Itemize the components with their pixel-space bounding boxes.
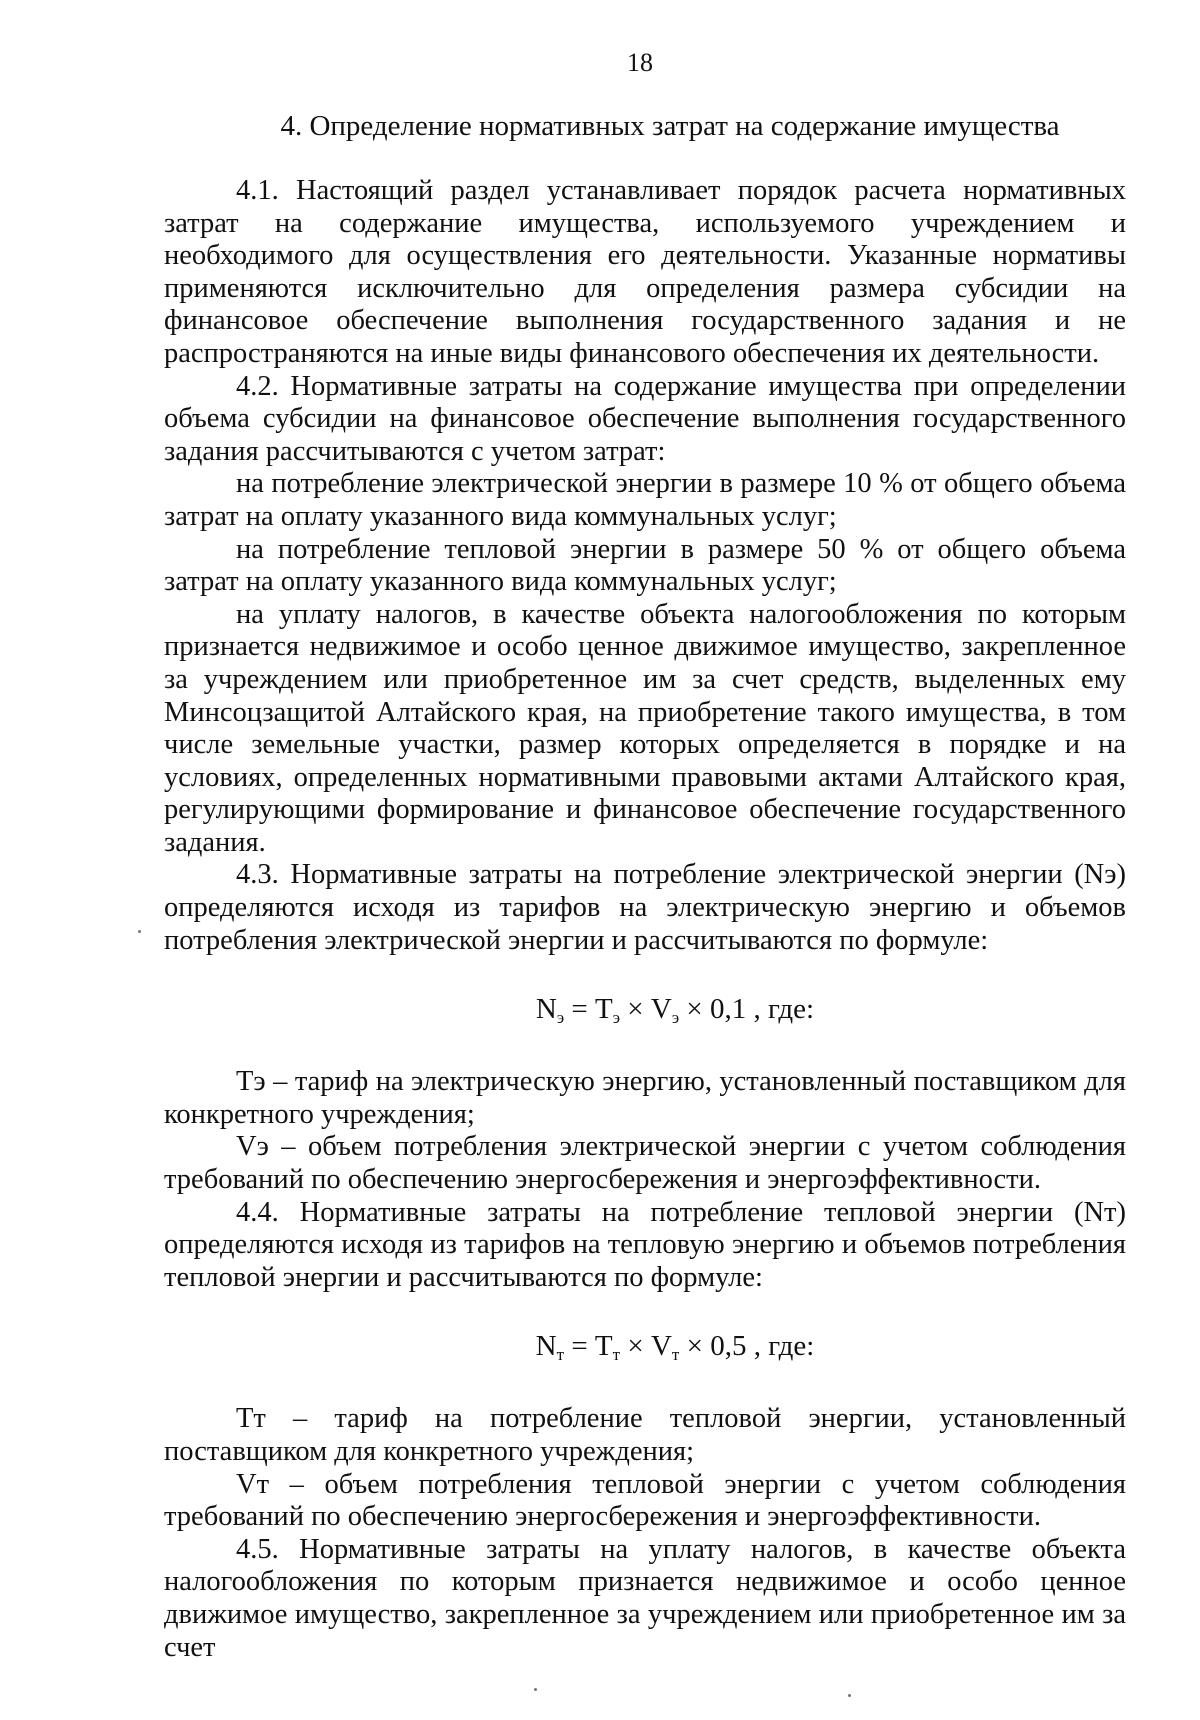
formula-heat-lhs-sub: т — [556, 1345, 565, 1365]
formula-heat-volume: V — [650, 1330, 672, 1363]
body-text — [164, 175, 1126, 1664]
formula-heat-volume-sub: т — [671, 1345, 680, 1365]
formula-heat-factor: 0,5 — [710, 1330, 747, 1363]
paragraph-4-1: 4.1. Настоящий раздел устанавливает порядок расчета нормативных затрат на содержание имущества, используемого учреждением и необходимого для осуществления его деятельности. Указанные нормативы применяются исключительно для определения размера субсидии на финансовое обеспечение выполнения государственного задания и не распространяются на иные виды финансового обеспечения их деятельности. — [164, 175, 1126, 369]
formula-electric-factor: 0,1 — [709, 993, 747, 1026]
paragraph-taxes: на уплату налогов, в качестве объекта налогообложения по которым признается недвижимое и особо ценное движимое имущество, закрепленное за учреждением или приобретенное им за счет средств, выделенных ему Минсоцзащитой Алтайского края, на приобретение такого имущества, в том числе земельные участки, размер которых определяется в порядке и на условиях, определенных нормативными правовыми актами Алтайского края, регулирующими формирование и финансовое обеспечение государственного задания. — [164, 598, 1126, 858]
page-number: 18 — [627, 48, 653, 77]
definition-electric-volume: Vэ – объем потребления электрической энергии с учетом соблюдения требований по обеспечению энергосбережения и энергоэффективности. — [164, 1131, 1126, 1196]
scan-speck — [848, 1694, 851, 1697]
formula-electric-tail: , где: — [753, 993, 815, 1026]
definition-electric-tariff: Tэ – тариф на электрическую энергию, установленный поставщиком для конкретного учреждения; — [164, 1066, 1126, 1130]
definition-heat-tariff: Tт – тариф на потребление тепловой энергии, установленный поставщиком для конкретного учреждения; — [164, 1403, 1126, 1467]
paragraph-4-2: 4.2. Нормативные затраты на содержание имущества при определении объема субсидии на финансовое обеспечение выполнения государственного задания рассчитываются с учетом затрат: — [164, 370, 1126, 467]
paragraph-heat-energy: на потребление тепловой энергии в размере 50 % от общего объема затрат на оплату указанного вида коммунальных услуг; — [164, 533, 1126, 598]
scan-speck — [138, 930, 141, 933]
section-title: 4. Определение нормативных затрат на содержание имущества — [280, 110, 1060, 142]
formula-electric-tariff-sub: э — [612, 1008, 620, 1028]
formula-heat: $N_т = T_т \times V_т \times 0,5$ , где: — [535, 1330, 815, 1365]
formula-electric-volume: V — [650, 993, 672, 1026]
formula-electric: $N_э = T_э \times V_э \times 0,1$ , где: — [535, 993, 815, 1028]
formula-electric-volume-sub: э — [671, 1008, 680, 1028]
paragraph-4-4: 4.4. Нормативные затраты на потребление тепловой энергии (Nт) определяются исходя из тарифов на тепловую энергию и объемов потребления тепловой энергии и рассчитываются по формуле: — [164, 1196, 1126, 1293]
formula-heat-tail: , где: — [753, 1330, 815, 1363]
scan-speck — [534, 1688, 537, 1691]
formula-electric-lhs-sub: э — [556, 1008, 565, 1028]
formula-heat-tariff-sub: т — [612, 1345, 621, 1365]
paragraph-electric-energy: на потребление электрической энергии в размере 10 % от общего объема затрат на оплату указанного вида коммунальных услуг; — [164, 468, 1126, 532]
formula-electric-tariff: T — [594, 993, 613, 1026]
formula-heat-tariff: T — [594, 1330, 613, 1363]
paragraph-4-5: 4.5. Нормативные затраты на уплату налогов, в качестве объекта налогообложения по которым признается недвижимое и особо ценное движимое имущество, закрепленное за учреждением или приобретенное им за счет — [164, 1533, 1126, 1663]
paragraph-4-3: 4.3. Нормативные затраты на потребление электрической энергии (Nэ) определяются исходя из тарифов на электрическую энергию и объемов потребления электрической энергии и рассчитываются по формуле: — [164, 859, 1126, 956]
formula-heat-lhs: N — [535, 1330, 557, 1363]
definition-heat-volume: Vт – объем потребления тепловой энергии с учетом соблюдения требований по обеспечению энергосбережения и энергоэффективности. — [164, 1468, 1126, 1533]
formula-electric-lhs: N — [535, 993, 557, 1026]
